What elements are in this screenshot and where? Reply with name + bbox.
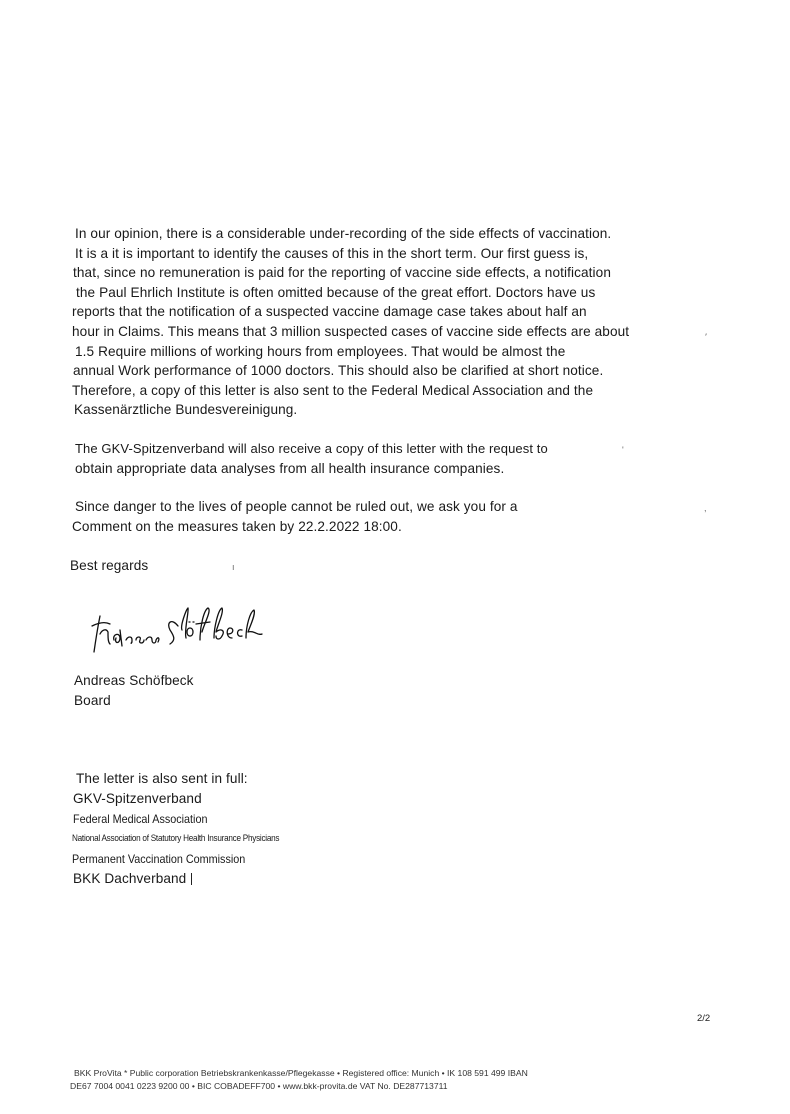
- body-line: It is a it is important to identify the causes of this in the short term. Our first guess is,: [75, 246, 589, 261]
- cc-recipient: BKK Dachverband: [73, 871, 187, 886]
- scan-speck: ⸴: [705, 328, 708, 338]
- body-line: 1.5 Require millions of working hours from employees. That would be almost the: [75, 344, 566, 359]
- cc-recipient: Permanent Vaccination Commission: [72, 852, 246, 866]
- footer-line: BKK ProVita * Public corporation Betriebskrankenkasse/Pflegekasse • Registered office: Munich • IK 108 591 499 IBAN: [74, 1068, 528, 1078]
- body-line: that, since no remuneration is paid for the reporting of vaccine side effects, a notification: [73, 265, 611, 280]
- body-line: annual Work performance of 1000 doctors. This should also be clarified at short notice.: [73, 363, 604, 378]
- footer-line: DE67 7004 0041 0223 9200 00 • BIC COBADEFF700 • www.bkk-provita.de VAT No. DE287713711: [70, 1081, 448, 1091]
- closing-salutation: Best regards: [70, 558, 149, 573]
- signer-role: Board: [74, 693, 111, 708]
- scan-speck: ,: [704, 503, 707, 513]
- page-number: 2/2: [697, 1013, 711, 1024]
- cc-recipient: Federal Medical Association: [73, 812, 208, 826]
- scan-speck: ': [622, 445, 624, 455]
- body-line: In our opinion, there is a considerable under-recording of the side effects of vaccination.: [75, 226, 612, 241]
- body-line: hour in Claims. This means that 3 million suspected cases of vaccine side effects are about: [72, 324, 630, 339]
- cc-heading: The letter is also sent in full:: [76, 771, 248, 786]
- cc-recipient: GKV-Spitzenverband: [73, 791, 202, 806]
- cc-recipient: National Association of Statutory Health Insurance Physicians: [72, 833, 280, 844]
- handwritten-signature: [86, 600, 266, 660]
- body-line: the Paul Ehrlich Institute is often omitted because of the great effort. Doctors have us: [76, 285, 596, 300]
- body-line: reports that the notification of a suspected vaccine damage case takes about half an: [72, 304, 587, 319]
- body-line: Kassenärztliche Bundesvereinigung.: [74, 402, 298, 417]
- body-line: obtain appropriate data analyses from all health insurance companies.: [75, 461, 505, 476]
- body-line: The GKV-Spitzenverband will also receive a copy of this letter with the request to: [75, 441, 548, 456]
- scan-mark: [191, 873, 192, 885]
- body-line: Comment on the measures taken by 22.2.2022 18:00.: [72, 519, 402, 534]
- signer-name: Andreas Schöfbeck: [74, 673, 194, 688]
- body-line: Therefore, a copy of this letter is also sent to the Federal Medical Association and the: [72, 383, 594, 398]
- scan-speck: ı: [232, 562, 235, 572]
- body-line: Since danger to the lives of people cannot be ruled out, we ask you for a: [75, 499, 518, 514]
